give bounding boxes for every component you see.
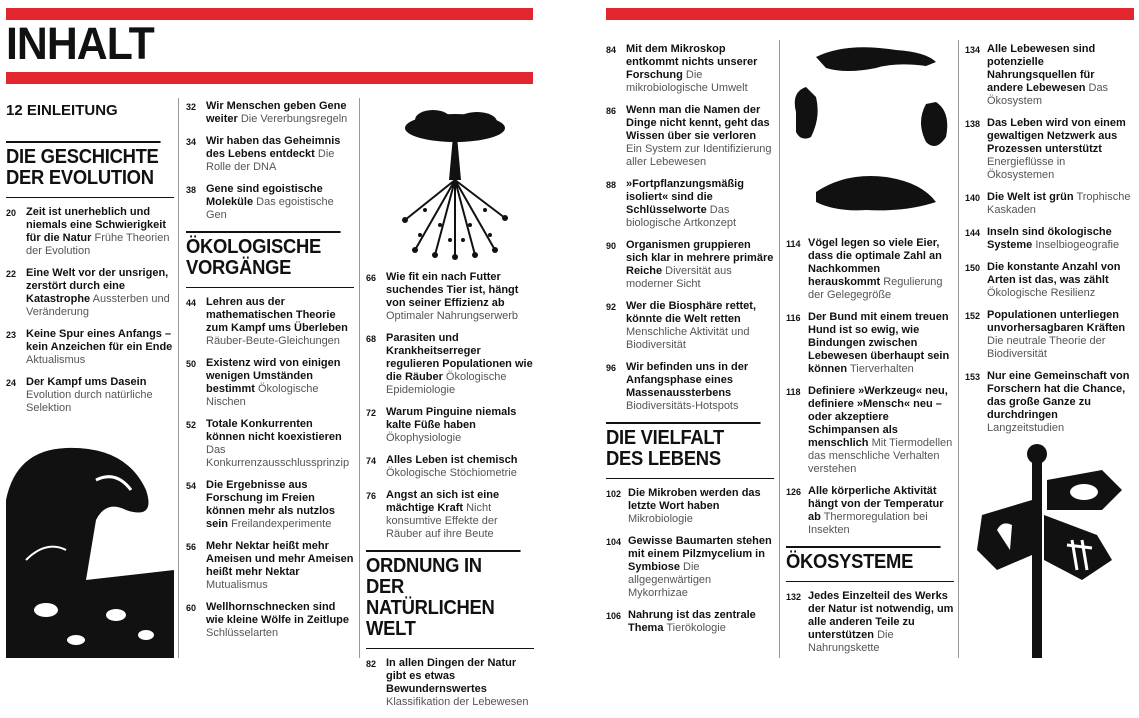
- column-3: [366, 271, 534, 718]
- toc-page-number: 134: [965, 45, 981, 55]
- toc-page-number: 140: [965, 193, 981, 203]
- toc-page-number: 66: [366, 273, 377, 283]
- column-1: [6, 102, 174, 424]
- toc-entry[interactable]: [965, 309, 1133, 361]
- toc-entry[interactable]: [786, 385, 954, 476]
- top-bar-right: [606, 8, 1134, 20]
- toc-entry-subtitle: Mikrobiologie: [628, 513, 693, 525]
- toc-entry-title: Wir befinden uns in der Anfangsphase eines Massenaussterbens: [626, 361, 749, 399]
- toc-entry[interactable]: [366, 454, 534, 480]
- toc-entry-title: Jedes Einzelteil des Werks der Natur ist notwendig, um alle anderen Teile zu unterstützen: [808, 590, 954, 641]
- toc-entry-subtitle: Die Vererbungsregeln: [240, 113, 348, 125]
- toc-entry[interactable]: [786, 590, 954, 655]
- toc-entry[interactable]: [965, 43, 1133, 108]
- toc-entry-subtitle: Thermoregulation bei Insekten: [808, 511, 928, 536]
- column-5: [786, 237, 954, 664]
- intro-page-number: 12: [6, 102, 23, 119]
- toc-entry-title: Existenz wird von einigen wenigen Umständen bestimmt: [206, 357, 341, 395]
- toc-entry-subtitle: Die allgegenwärtigen Mykorrhizae: [628, 561, 712, 599]
- toc-entry[interactable]: [606, 535, 774, 600]
- toc-entry[interactable]: [366, 332, 534, 397]
- toc-entry[interactable]: [186, 100, 354, 126]
- toc-entry-text: [206, 418, 354, 470]
- toc-entry-subtitle: Tierökologie: [666, 622, 726, 634]
- toc-entry-text: [386, 657, 534, 709]
- toc-entry-subtitle: Ökologische Resilienz: [987, 287, 1096, 299]
- toc-page-number: 84: [606, 45, 617, 55]
- section-heading-vielfalt: DIE VIELFALT DES LEBENS: [606, 422, 761, 470]
- toc-entry-text: [808, 485, 954, 537]
- toc-list: [786, 581, 954, 655]
- toc-page-number: 82: [366, 659, 377, 669]
- column-divider: [779, 40, 780, 658]
- toc-entry[interactable]: [965, 370, 1133, 435]
- signpost-illustration: [972, 440, 1132, 658]
- toc-list: [186, 287, 354, 640]
- toc-list: [186, 100, 354, 222]
- toc-entry-subtitle: Evolution durch natürliche Selektion: [26, 389, 153, 414]
- toc-entry-subtitle: Inselbiogeografie: [1035, 239, 1120, 251]
- toc-entry-text: [206, 479, 354, 531]
- toc-entry-title: Alle Lebewesen sind potenzielle Nahrungsquellen für andere Lebewesen: [987, 43, 1096, 94]
- toc-entry-text: [206, 540, 354, 592]
- column-divider: [178, 98, 179, 658]
- toc-entry-subtitle: Die Rolle der DNA: [206, 148, 335, 173]
- toc-entry-title: Wenn man die Namen der Dinge nicht kennt, geht das Wissen über sie verloren: [626, 104, 770, 142]
- toc-entry[interactable]: [965, 226, 1133, 252]
- toc-entry[interactable]: [6, 376, 174, 415]
- toc-entry[interactable]: [786, 485, 954, 537]
- toc-page-number: 138: [965, 119, 981, 129]
- column-6: [965, 43, 1133, 444]
- toc-entry-title: Wer die Biosphäre rettet, könnte die Welt retten: [626, 300, 756, 325]
- toc-entry-subtitle: Biodiversitäts-Hotspots: [626, 400, 739, 412]
- toc-entry[interactable]: [186, 357, 354, 409]
- toc-page-number: 68: [366, 334, 377, 344]
- section-heading-ordnung: ORDNUNG IN DER NATÜRLICHEN WELT: [366, 550, 521, 640]
- toc-page-number: 126: [786, 487, 802, 497]
- toc-entry[interactable]: [606, 239, 774, 291]
- toc-page-number: 24: [6, 378, 17, 388]
- toc-page-number: 54: [186, 481, 197, 491]
- toc-entry-text: [626, 361, 774, 413]
- toc-entry-subtitle: Nicht konsumtive Effekte der Räuber auf ihre Beute: [386, 502, 498, 540]
- toc-entry-text: [206, 296, 354, 348]
- toc-list: [606, 478, 774, 635]
- column-4: [606, 43, 774, 644]
- toc-page-number: 153: [965, 372, 981, 382]
- toc-entry-title: Keine Spur eines Anfangs – kein Anzeichen für ein Ende: [26, 328, 173, 353]
- toc-entry-title: Gene sind egoistische Moleküle: [206, 183, 323, 208]
- toc-entry-title: Nahrung ist das zentrale Thema: [628, 609, 756, 634]
- toc-entry[interactable]: [606, 487, 774, 526]
- toc-page-number: 96: [606, 363, 617, 373]
- toc-entry-title: Warum Pinguine niemals kalte Füße haben: [386, 406, 517, 431]
- toc-entry-title: Lehren aus der mathematischen Theorie zum Kampf ums Überleben: [206, 296, 348, 334]
- toc-entry-title: Vögel legen so viele Eier, dass die optimale Zahl an Nachkommen herauskommt: [808, 237, 942, 288]
- toc-page-number: 20: [6, 208, 17, 218]
- toc-entry-subtitle: Ökologische Stöchiometrie: [386, 467, 517, 479]
- toc-page-number: 150: [965, 263, 981, 273]
- toc-entry-title: Die Ergebnisse aus Forschung im Freien können mehr als nutzlos sein: [206, 479, 335, 530]
- toc-entry[interactable]: [965, 261, 1133, 300]
- toc-page-number: 114: [786, 239, 801, 249]
- toc-list: [965, 43, 1133, 435]
- toc-entry-text: [628, 487, 774, 526]
- toc-entry-title: Die Mikroben werden das letzte Wort haben: [628, 487, 761, 512]
- wave-illustration: [6, 440, 174, 658]
- toc-entry-title: Parasiten und Krankheitserreger regulieren Populationen wie die Räuber: [386, 332, 533, 383]
- toc-entry[interactable]: [186, 540, 354, 592]
- toc-entry-title: Mit dem Mikroskop entkommt nichts unserer Forschung: [626, 43, 758, 81]
- toc-page-number: 50: [186, 359, 197, 369]
- toc-entry-subtitle: Ökologische Epidemiologie: [386, 371, 507, 396]
- toc-entry-title: Populationen unterliegen unvorhersagbaren Kräften: [987, 309, 1126, 334]
- toc-entry[interactable]: [366, 657, 534, 709]
- toc-entry-title: Definiere »Werkzeug« neu, definiere »Mensch« neu – oder akzeptiere Schimpansen als menschlich: [808, 385, 948, 449]
- page-title: INHALT: [6, 18, 154, 69]
- toc-page-number: 92: [606, 302, 617, 312]
- section-heading-oekosysteme: ÖKOSYSTEME: [786, 546, 941, 573]
- toc-entry-title: Eine Welt vor der unsrigen, zerstört durch eine Katastrophe: [26, 267, 169, 305]
- toc-entry-subtitle: Optimaler Nahrungserwerb: [386, 310, 519, 322]
- toc-entry-subtitle: Ökologische Nischen: [206, 383, 319, 408]
- toc-page-number: 38: [186, 185, 197, 195]
- toc-entry-title: Alles Leben ist chemisch: [386, 454, 518, 466]
- toc-entry[interactable]: [366, 406, 534, 445]
- toc-entry[interactable]: [606, 609, 774, 635]
- toc-entry-subtitle: Das Konkurrenzausschlussprinzip: [206, 444, 350, 469]
- toc-entry-text: [386, 332, 534, 397]
- toc-list: [606, 43, 774, 413]
- toc-entry-subtitle: Frühe Theorien der Evolution: [26, 232, 170, 257]
- toc-entry-text: [987, 191, 1133, 217]
- toc-page-number: 76: [366, 491, 377, 501]
- toc-entry-subtitle: Ein System zur Identifizierung aller Lebewesen: [626, 143, 772, 168]
- toc-page-number: 102: [606, 489, 622, 499]
- toc-entry-title: Wir Menschen geben Gene weiter: [206, 100, 347, 125]
- toc-entry-subtitle: Langzeitstudien: [987, 422, 1065, 434]
- toc-entry-subtitle: Mutualismus: [206, 579, 268, 591]
- toc-list: [6, 197, 174, 415]
- toc-entry[interactable]: [786, 311, 954, 376]
- toc-entry-subtitle: Trophische Kaskaden: [987, 191, 1131, 216]
- toc-page-number: 56: [186, 542, 197, 552]
- toc-entry-subtitle: Das biologische Artkonzept: [626, 204, 737, 229]
- toc-entry-title: Mehr Nektar heißt mehr Ameisen und mehr Ameisen heißt mehr Nektar: [206, 540, 354, 578]
- toc-page-number: 72: [366, 408, 377, 418]
- toc-entry-text: [26, 328, 174, 367]
- toc-entry-subtitle: Räuber-Beute-Gleichungen: [206, 335, 340, 347]
- toc-entry-subtitle: Mit Tiermodellen das menschliche Verhalten verstehen: [808, 437, 953, 475]
- toc-entry-subtitle: Die mikrobiologische Umwelt: [626, 69, 748, 94]
- toc-entry-text: [808, 311, 954, 376]
- toc-entry-text: [206, 135, 354, 174]
- toc-entry-subtitle: Menschliche Aktivität und Biodiversität: [626, 326, 750, 351]
- toc-entry-text: [26, 376, 174, 415]
- toc-page-number: 152: [965, 311, 981, 321]
- toc-page-number: 118: [786, 387, 801, 397]
- toc-entry-title: Die konstante Anzahl von Arten ist das, was zählt: [987, 261, 1121, 286]
- toc-entry-subtitle: Aussterben und Veränderung: [26, 293, 170, 318]
- toc-entry-text: [628, 535, 774, 600]
- toc-entry-text: [987, 226, 1133, 252]
- toc-entry[interactable]: [786, 237, 954, 302]
- toc-entry-text: [26, 267, 174, 319]
- toc-entry-title: Wie fit ein nach Futter suchendes Tier ist, hängt von seiner Effizienz ab: [386, 271, 519, 309]
- toc-entry[interactable]: [186, 135, 354, 174]
- toc-entry[interactable]: [186, 418, 354, 470]
- toc-entry-title: In allen Dingen der Natur gibt es etwas Bewundernswertes: [386, 657, 517, 695]
- animal-cycle-illustration: [786, 42, 954, 222]
- toc-entry[interactable]: [6, 267, 174, 319]
- toc-entry[interactable]: [186, 183, 354, 222]
- intro-label: EINLEITUNG: [26, 102, 118, 119]
- toc-entry-title: Das Leben wird von einem gewaltigen Netzwerk aus Prozessen unterstützt: [987, 117, 1126, 155]
- toc-entry[interactable]: [965, 191, 1133, 217]
- toc-entry-text: [206, 183, 354, 222]
- toc-entry-title: Nur eine Gemeinschaft von Forschern hat die Chance, das große Ganze zu durchdringen: [987, 370, 1130, 421]
- toc-entry[interactable]: [606, 300, 774, 352]
- tree-illustration: [395, 100, 515, 260]
- toc-entry-title: Zeit ist unerheblich und niemals eine Schwierigkeit für die Natur: [26, 206, 167, 244]
- column-divider: [359, 98, 360, 658]
- toc-entry-title: »Fortpflanzungsmäßig isoliert« sind die Schlüsselworte: [626, 178, 744, 216]
- toc-list: [366, 271, 534, 541]
- toc-entry-subtitle: Das Ökosystem: [987, 82, 1109, 107]
- toc-page-number: 22: [6, 269, 17, 279]
- toc-entry[interactable]: [6, 206, 174, 258]
- toc-entry-text: [626, 239, 774, 291]
- toc-entry-subtitle: Die Nahrungskette: [808, 629, 894, 654]
- title-underline-bar: [6, 72, 533, 84]
- toc-page-number: 88: [606, 180, 617, 190]
- toc-entry-text: [386, 454, 534, 480]
- toc-page-number: 106: [606, 611, 622, 621]
- toc-page-number: 90: [606, 241, 617, 251]
- toc-page-number: 52: [186, 420, 197, 430]
- toc-entry-text: [626, 178, 774, 230]
- toc-entry-text: [386, 271, 534, 323]
- toc-entry-subtitle: Energieflüsse in Ökosystemen: [987, 156, 1066, 181]
- toc-entry-subtitle: Klassifikation der Lebewesen: [386, 696, 529, 708]
- toc-entry-text: [626, 104, 774, 169]
- toc-entry-text: [386, 406, 534, 445]
- toc-page-number: 34: [186, 137, 197, 147]
- toc-entry[interactable]: [186, 601, 354, 640]
- toc-entry-text: [987, 117, 1133, 182]
- column-divider: [958, 40, 959, 658]
- toc-entry-subtitle: Freilandexperimente: [231, 518, 332, 530]
- section-heading-geschichte: DIE GESCHICHTE DER EVOLUTION: [6, 141, 161, 189]
- toc-page-number: 132: [786, 592, 802, 602]
- toc-entry[interactable]: [186, 296, 354, 348]
- toc-entry-text: [206, 357, 354, 409]
- toc-entry-text: [808, 237, 954, 302]
- toc-entry-subtitle: Das egoistische Gen: [206, 196, 334, 221]
- section-heading-oekologisch: ÖKOLOGISCHE VORGÄNGE: [186, 231, 341, 279]
- toc-page-number: 32: [186, 102, 197, 112]
- toc-entry-title: Wir haben das Geheimnis des Lebens entdeckt: [206, 135, 341, 160]
- toc-entry-title: Der Bund mit einem treuen Hund ist so ewig, wie Bindungen zwischen Lebewesen überhaupt sein können: [808, 311, 950, 375]
- toc-page-number: 74: [366, 456, 377, 466]
- toc-entry[interactable]: [606, 43, 774, 95]
- toc-page-number: 116: [786, 313, 801, 323]
- toc-entry[interactable]: [606, 361, 774, 413]
- toc-entry-text: [626, 300, 774, 352]
- toc-entry[interactable]: [606, 178, 774, 230]
- intro-entry[interactable]: [6, 102, 174, 119]
- toc-entry[interactable]: [6, 328, 174, 367]
- toc-entry-title: Angst an sich ist eine mächtige Kraft: [386, 489, 500, 514]
- toc-entry-title: Wellhornschnecken sind wie kleine Wölfe in Zeitlupe: [206, 601, 350, 626]
- toc-entry-text: [987, 261, 1133, 300]
- toc-entry-title: Organismen gruppieren sich klar in mehrere primäre Reiche: [626, 239, 774, 277]
- toc-entry-subtitle: Regulierung der Gelegegröße: [808, 276, 943, 301]
- toc-entry-subtitle: Aktualismus: [26, 354, 86, 366]
- toc-entry-text: [206, 601, 354, 640]
- toc-entry-text: [987, 370, 1133, 435]
- toc-entry-title: Totale Konkurrenten können nicht koexistieren: [206, 418, 342, 443]
- toc-entry[interactable]: [366, 271, 534, 323]
- toc-entry-subtitle: Diversität aus moderner Sicht: [626, 265, 732, 290]
- toc-page-number: 144: [965, 228, 981, 238]
- toc-entry[interactable]: [186, 479, 354, 531]
- toc-entry-text: [628, 609, 774, 635]
- toc-entry-text: [626, 43, 774, 95]
- toc-entry-title: Inseln sind ökologische Systeme: [987, 226, 1112, 251]
- toc-entry-subtitle: Schlüsselarten: [206, 627, 279, 639]
- toc-list: [786, 237, 954, 537]
- toc-entry-text: [987, 309, 1133, 361]
- toc-entry-text: [206, 100, 354, 126]
- toc-page-number: 23: [6, 330, 17, 340]
- toc-entry-title: Gewisse Baumarten stehen mit einem Pilzmycelium in Symbiose: [628, 535, 772, 573]
- toc-entry-title: Der Kampf ums Dasein: [26, 376, 147, 388]
- column-2: [186, 100, 354, 649]
- toc-entry-subtitle: Tierverhalten: [849, 363, 914, 375]
- toc-page-number: 44: [186, 298, 197, 308]
- toc-page-number: 60: [186, 603, 197, 613]
- toc-entry-title: Die Welt ist grün: [987, 191, 1074, 203]
- toc-entry[interactable]: [965, 117, 1133, 182]
- toc-list: [366, 648, 534, 709]
- toc-entry[interactable]: [606, 104, 774, 169]
- toc-entry-text: [808, 590, 954, 655]
- toc-page-number: 86: [606, 106, 617, 116]
- toc-page-number: 104: [606, 537, 622, 547]
- toc-entry-subtitle: Die neutrale Theorie der Biodiversität: [987, 335, 1106, 360]
- toc-entry-title: Alle körperliche Aktivität hängt von der Temperatur ab: [808, 485, 944, 523]
- toc-entry-subtitle: Ökophysiologie: [386, 432, 462, 444]
- toc-entry-text: [386, 489, 534, 541]
- toc-entry-text: [987, 43, 1133, 108]
- toc-entry[interactable]: [366, 489, 534, 541]
- toc-entry-text: [26, 206, 174, 258]
- toc-entry-text: [808, 385, 954, 476]
